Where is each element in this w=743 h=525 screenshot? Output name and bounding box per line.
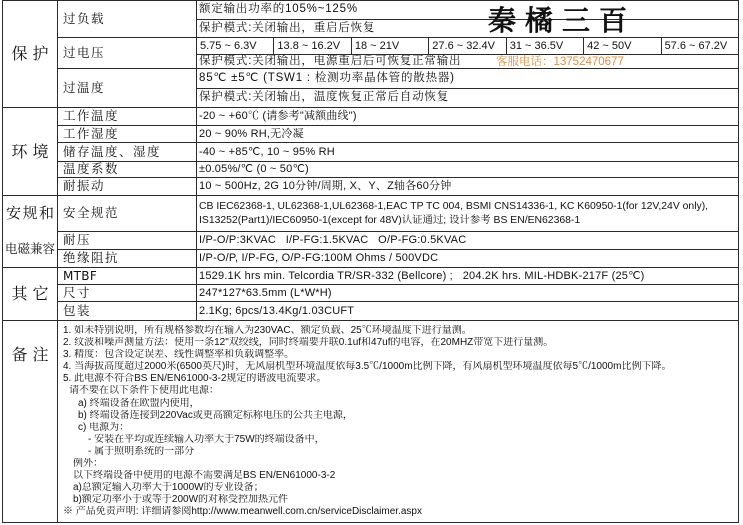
note-line: 2. 纹波和噪声测量方法：使用一条12"双绞线，同时终端要并联0.1uf和47uf的电容，在20MHZ带宽下进行量测。 [63, 337, 554, 349]
section-notes-label: 备注 [3, 321, 58, 523]
item-isolation-resistance-label: 绝缘阻抗 [58, 250, 197, 268]
over-voltage-range: 13.8 ~ 16.2V [274, 38, 351, 55]
safety-standards-line: IS13252(Part1)/IEC60950-1(except for 48V)认证通过; 设计参考 BS EN/EN62368-1 [199, 214, 581, 226]
temp-coefficient-value: ±0.05%/℃ (0 ~ 50℃) [197, 162, 739, 178]
over-temperature-trip: 85℃ ±5℃ (TSW1 : 检测功率晶体管的散热器) [197, 69, 739, 89]
note-line: - 属于照明系统的一部分 [88, 445, 195, 457]
section-label-line: 电磁兼容 [4, 241, 55, 256]
note-line: 以下终端设备中使用的电源不需要满足BS EN/EN61000-3-2 [73, 470, 336, 482]
over-voltage-range: 27.6 ~ 32.4V [429, 38, 506, 55]
item-overload-label: 过负载 [58, 1, 197, 38]
over-voltage-range: 42 ~ 50V [584, 38, 661, 55]
item-packing-label: 包装 [58, 302, 197, 321]
item-over-voltage-label: 过电压 [58, 38, 197, 69]
over-voltage-protection-mode: 保护模式:关闭输出，电源重启后可恢复正常输出 [197, 55, 739, 69]
note-line: a) 终端设备在欧盟内使用， [78, 397, 200, 409]
mtbf-value: 1529.1K hrs min. Telcordia TR/SR-332 (Bellcore) ; 204.2K hrs. MIL-HDBK-217F (25℃) [197, 268, 739, 285]
over-temperature-protection-mode: 保护模式:关闭输出，温度恢复正常后自动恢复 [197, 89, 739, 108]
section-others-label: 其它 [3, 268, 58, 321]
safety-standards-line: CB IEC62368-1, UL62368-1,UL62368-1,EAC TP TC 004, BSMI CNS14336-1, KC K60950-1(for 12V,24V only), [199, 200, 709, 212]
overload-rating: 额定输出功率的105%~125% [197, 1, 739, 20]
dimension-value: 247*127*63.5mm (L*W*H) [197, 285, 739, 302]
note-line: - 安装在平均或连续输入功率大于75W的终端设备中， [88, 433, 325, 445]
section-protection-label: 保护 [3, 1, 58, 108]
note-line: c) 电源为： [78, 421, 130, 433]
storage-value: -40 ~ +85℃, 10 ~ 95% RH [197, 143, 739, 162]
item-working-humidity-label: 工作湿度 [58, 126, 197, 143]
disclaimer-line: ※ 产品免责声明: 详细请参阅http://www.meanwell.com.cn/serviceDisclaimer.aspx [63, 506, 422, 518]
watermark-contact: 客服电话：13752470677 [496, 56, 624, 68]
section-environment-label: 环境 [3, 108, 58, 196]
item-dimension-label: 尺寸 [58, 285, 197, 302]
over-voltage-range: 18 ~ 21V [352, 38, 429, 55]
note-line: 请不要在以下条件下使用此电源： [69, 385, 219, 397]
isolation-resistance-value: I/P-O/P, I/P-FG, O/P-FG:100M Ohms / 500VDC [197, 250, 739, 268]
vibration-value: 10 ~ 500Hz, 2G 10分钟/周期, X、Y、Z轴各60分钟 [197, 178, 739, 196]
item-mtbf-label: MTBF [58, 268, 197, 285]
notes-body [58, 321, 739, 523]
safety-standards-value [197, 196, 739, 232]
item-vibration-label: 耐振动 [58, 178, 197, 196]
over-voltage-range: 57.6 ~ 67.2V [662, 38, 739, 55]
over-voltage-range: 31 ~ 36.5V [507, 38, 584, 55]
item-over-temperature-label: 过温度 [58, 69, 197, 108]
packing-value: 2.1Kg; 6pcs/13.4Kg/1.03CUFT [197, 302, 739, 321]
item-working-temp-label: 工作温度 [58, 108, 197, 126]
over-voltage-range: 5.75 ~ 6.3V [197, 38, 274, 55]
note-line: 例外： [73, 458, 103, 470]
withstand-voltage-value: I/P-O/P:3KVAC I/P-FG:1.5KVAC O/P-FG:0.5KVAC [197, 232, 739, 250]
working-humidity-value: 20 ~ 90% RH,无冷凝 [197, 126, 739, 143]
note-line: 4. 当海拔高度超过2000米(6500英尺)时，无风扇机型环境温度依每3.5℃/1000m比例下降，有风扇机型环境温度依每5℃/1000m比例下降。 [63, 361, 672, 373]
working-temp-value: -20 ~ +60℃ (请参考"减额曲线") [197, 108, 739, 126]
note-line: 5. 此电源不符合BS EN/EN61000-3-2规定的谐波电流要求。 [63, 373, 327, 385]
watermark-title: 秦橘三百 [488, 4, 637, 37]
note-line: 1. 如未特别说明，所有规格参数均在输入为230VAC、额定负载、25℃环境温度下进行量测。 [63, 325, 472, 336]
section-label-line: 安规和 [5, 204, 56, 223]
note-line: 3. 精度：包含设定误差、线性调整率和负载调整率。 [63, 349, 295, 361]
item-safety-standards-label: 安全规范 [58, 196, 197, 232]
section-safety-emc-label [3, 196, 58, 268]
note-line: a)总额定输入功率大于1000W的专业设备； [73, 482, 264, 494]
item-temp-coefficient-label: 温度系数 [58, 162, 197, 178]
item-storage-label: 储存温度、湿度 [58, 143, 197, 162]
overload-protection-mode: 保护模式:关闭输出，重启后恢复 [197, 20, 739, 38]
note-line: b) 终端设备连接到220Vac或更高额定标称电压的公共主电源， [78, 409, 353, 421]
item-withstand-voltage-label: 耐压 [58, 232, 197, 250]
note-line: b)额定功率小于或等于200W的对称受控加热元件 [73, 494, 289, 506]
spec-table [2, 0, 739, 523]
